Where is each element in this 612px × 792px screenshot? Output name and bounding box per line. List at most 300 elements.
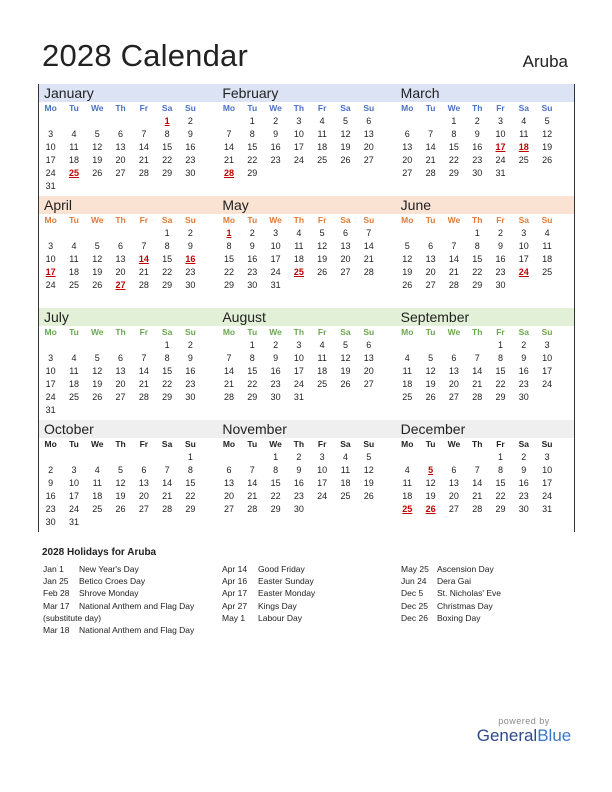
weekday-label: Su (541, 439, 553, 449)
week-row (39, 180, 217, 193)
empty-cell (86, 227, 109, 240)
day-cell: 28 (363, 267, 374, 277)
week-row (39, 154, 217, 167)
day-cell: 9 (296, 465, 302, 475)
holiday-item (43, 624, 194, 636)
month-december (396, 420, 574, 532)
day-cell: 24 (293, 155, 304, 165)
day-cell: 15 (495, 478, 506, 488)
day-cell: 19 (340, 142, 351, 152)
empty-cell (62, 227, 85, 240)
day-cell: 5 (404, 241, 410, 251)
weekday-label: We (447, 103, 461, 113)
day-cell: 4 (71, 129, 77, 139)
day-cell: 7 (141, 353, 147, 363)
day-cell: 21 (162, 491, 173, 501)
day-cell: 18 (402, 491, 413, 501)
month-october (39, 420, 217, 532)
weekday-label: Mo (44, 103, 57, 113)
empty-cell (86, 339, 109, 352)
day-cell: 5 (94, 353, 100, 363)
day-cell: 30 (495, 280, 506, 290)
day-cell: 5 (94, 129, 100, 139)
day-cell: 15 (495, 366, 506, 376)
day-cell: 8 (497, 353, 503, 363)
weekday-label: Su (184, 215, 196, 225)
day-cell: 21 (247, 491, 258, 501)
day-cell: 14 (425, 142, 436, 152)
day-cell: 29 (162, 280, 173, 290)
weekday-header (396, 214, 574, 227)
day-cell: 8 (226, 241, 232, 251)
day-cell: 9 (521, 465, 527, 475)
weekday-label: Tu (425, 439, 436, 449)
weekday-label: Tu (69, 439, 79, 449)
weekday-label: Tu (69, 103, 79, 113)
day-cell: 1 (451, 116, 457, 126)
day-cell: 20 (448, 491, 459, 501)
weekday-label: Sa (340, 439, 351, 449)
weekday-label: Mo (44, 215, 57, 225)
weekday-label: Su (541, 215, 553, 225)
weekday-label: Sa (340, 103, 351, 113)
weekday-label: Mo (44, 439, 57, 449)
day-cell: 6 (428, 241, 434, 251)
day-cell: 3 (48, 241, 54, 251)
day-cell: 31 (45, 405, 56, 415)
day-cell: 8 (187, 465, 193, 475)
week-row (396, 365, 574, 378)
holiday-name: Easter Monday (258, 588, 316, 599)
day-cell: 12 (402, 254, 413, 264)
day-cell: 8 (164, 129, 170, 139)
day-cell: 21 (472, 491, 483, 501)
holiday-name: St. Nicholas' Eve (437, 588, 501, 599)
week-row (396, 503, 574, 516)
month-name: February (217, 84, 395, 102)
day-cell: 26 (92, 168, 103, 178)
holiday-name: Easter Sunday (258, 576, 314, 587)
weekday-label: Fr (139, 327, 149, 337)
holiday-date: Mar 17 (43, 600, 70, 611)
weekday-label: Fr (317, 327, 327, 337)
day-cell: 4 (71, 353, 77, 363)
empty-cell (155, 451, 178, 464)
holiday-item (222, 600, 315, 612)
day-cell: 3 (544, 452, 550, 462)
day-cell: 28 (247, 504, 258, 514)
weekday-label: Sa (161, 439, 173, 449)
day-cell: 27 (340, 267, 351, 277)
day-cell: 30 (185, 168, 196, 178)
day-cell: 4 (521, 116, 527, 126)
day-cell: 26 (92, 280, 103, 290)
week-row (39, 503, 217, 516)
day-cell: 28 (472, 504, 483, 514)
day-cell: 26 (340, 155, 351, 165)
day-cell: 18 (317, 366, 328, 376)
weekday-label: Mo (401, 215, 414, 225)
week-row (39, 279, 217, 292)
holiday-date: Apr 27 (222, 600, 248, 611)
weekday-label: Tu (69, 215, 79, 225)
day-cell: 30 (518, 392, 529, 402)
weekday-label: Su (184, 327, 196, 337)
week-row (217, 227, 395, 240)
day-cell: 13 (448, 478, 459, 488)
day-cell: 23 (45, 504, 56, 514)
day-cell: 24 (45, 168, 56, 178)
day-cell: 29 (495, 392, 506, 402)
day-cell: 5 (366, 452, 372, 462)
day-cell: 10 (317, 465, 328, 475)
day-cell: 9 (187, 241, 193, 251)
day-cell: 5 (342, 116, 348, 126)
empty-cell (39, 339, 62, 352)
week-row (39, 128, 217, 141)
empty-cell (86, 451, 109, 464)
week-row (39, 477, 217, 490)
day-cell: 27 (115, 168, 126, 178)
weekday-label: We (90, 215, 104, 225)
weekday-label: Mo (401, 103, 414, 113)
day-cell: 14 (247, 478, 258, 488)
day-cell: 1 (497, 340, 503, 350)
holiday-item (43, 612, 194, 624)
month-name: May (217, 196, 395, 214)
month-april (39, 196, 217, 308)
week-row (396, 154, 574, 167)
day-cell: 2 (521, 452, 527, 462)
day-cell: 24 (542, 379, 553, 389)
weekday-label: Th (115, 439, 126, 449)
day-cell: 3 (296, 116, 302, 126)
weekday-label: Sa (340, 215, 351, 225)
day-cell: 30 (185, 392, 196, 402)
day-cell: 9 (273, 353, 279, 363)
day-cell: 11 (519, 129, 529, 139)
day-cell: 2 (497, 228, 503, 238)
day-cell: 14 (448, 254, 459, 264)
day-cell: 1 (164, 228, 170, 238)
holiday-item (401, 563, 501, 575)
day-cell: 23 (518, 491, 529, 501)
day-cell: 20 (448, 379, 459, 389)
day-cell: 19 (542, 142, 553, 152)
day-cell: 29 (247, 168, 258, 178)
day-cell: 11 (69, 142, 79, 152)
day-cell: 23 (185, 267, 196, 277)
month-september (396, 308, 574, 420)
day-cell: 17 (293, 142, 304, 152)
weekday-label: Su (541, 327, 553, 337)
holiday-name: Kings Day (258, 600, 297, 611)
day-cell: 24 (495, 155, 506, 165)
month-january (39, 84, 217, 196)
weekday-label: Th (293, 103, 305, 113)
day-cell: 12 (542, 129, 553, 139)
day-cell: 1 (249, 116, 255, 126)
holiday-item (401, 587, 501, 599)
week-row (217, 266, 395, 279)
empty-cell (62, 339, 85, 352)
day-cell: 23 (247, 267, 258, 277)
day-cell: 29 (270, 504, 281, 514)
empty-cell (217, 339, 240, 352)
day-cell: 5 (544, 116, 550, 126)
empty-cell (39, 451, 62, 464)
day-cell: 31 (293, 392, 304, 402)
day-cell: 24 (45, 280, 56, 290)
day-cell: 12 (425, 366, 436, 376)
day-cell: 7 (164, 465, 170, 475)
day-cell: 22 (270, 491, 281, 501)
month-february (217, 84, 395, 196)
day-cell: 3 (296, 340, 302, 350)
day-cell: 8 (497, 465, 503, 475)
day-cell: 10 (293, 129, 304, 139)
week-row (396, 339, 574, 352)
month-name: November (217, 420, 395, 438)
day-cell: 11 (317, 129, 327, 139)
day-cell: 20 (340, 254, 351, 264)
holiday-date: Apr 16 (222, 576, 248, 587)
week-row (217, 378, 395, 391)
day-cell: 7 (249, 465, 255, 475)
day-cell: 5 (319, 228, 325, 238)
day-cell: 24 (293, 379, 304, 389)
day-cell: 11 (92, 478, 102, 488)
weekday-header (39, 214, 217, 227)
day-cell: 6 (141, 465, 147, 475)
day-cell: 27 (402, 168, 413, 178)
holiday-column (43, 563, 194, 636)
day-cell: 28 (425, 168, 436, 178)
day-cell: 20 (363, 142, 374, 152)
day-cell: 15 (162, 142, 173, 152)
day-cell: 17 (542, 366, 553, 376)
weekday-label: Sa (518, 103, 529, 113)
day-cell: 21 (425, 155, 436, 165)
day-cell: 12 (92, 366, 103, 376)
day-cell: 7 (226, 129, 232, 139)
day-cell: 12 (317, 241, 328, 251)
day-cell: 18 (340, 478, 351, 488)
day-cell: 20 (115, 379, 126, 389)
day-cell: 18 (68, 379, 79, 389)
day-cell: 19 (317, 254, 328, 264)
weekday-header (39, 102, 217, 115)
brand-name-general: General (476, 726, 538, 745)
holiday-day: 5 (428, 465, 434, 475)
empty-cell (62, 451, 85, 464)
empty-cell (396, 115, 419, 128)
day-cell: 4 (71, 241, 77, 251)
day-cell: 11 (542, 241, 552, 251)
day-cell: 14 (223, 366, 234, 376)
day-cell: 21 (472, 379, 483, 389)
month-name: January (39, 84, 217, 102)
quarter-row (39, 420, 574, 532)
day-cell: 3 (48, 353, 54, 363)
day-cell: 4 (296, 228, 302, 238)
week-row (39, 227, 217, 240)
weekday-label: Th (293, 327, 305, 337)
weekday-label: Sa (161, 327, 173, 337)
week-row (39, 451, 217, 464)
brand-logo (474, 716, 574, 746)
day-cell: 23 (472, 155, 483, 165)
day-cell: 11 (340, 465, 351, 475)
day-cell: 22 (185, 491, 196, 501)
empty-cell (217, 115, 240, 128)
day-cell: 15 (162, 366, 173, 376)
month-name: June (396, 196, 574, 214)
week-row (396, 378, 574, 391)
day-cell: 8 (249, 129, 255, 139)
day-cell: 1 (273, 452, 279, 462)
day-cell: 22 (162, 379, 173, 389)
day-cell: 7 (428, 129, 434, 139)
day-cell: 17 (45, 379, 56, 389)
empty-cell (109, 115, 132, 128)
day-cell: 5 (118, 465, 124, 475)
weekday-label: Tu (425, 103, 436, 113)
day-cell: 27 (363, 155, 374, 165)
week-row (217, 115, 395, 128)
holiday-item (222, 612, 315, 624)
day-cell: 13 (115, 254, 126, 264)
day-cell: 21 (138, 379, 149, 389)
month-name: December (396, 420, 574, 438)
day-cell: 16 (472, 142, 483, 152)
day-cell: 17 (45, 155, 56, 165)
day-cell: 20 (363, 366, 374, 376)
month-july (39, 308, 217, 420)
day-cell: 3 (71, 465, 77, 475)
day-cell: 10 (68, 478, 79, 488)
quarter-row (39, 196, 574, 308)
day-cell: 7 (451, 241, 457, 251)
week-row (217, 503, 395, 516)
day-cell: 15 (247, 366, 258, 376)
brand-name (474, 726, 574, 746)
holiday-column (401, 563, 501, 624)
day-cell: 10 (270, 241, 281, 251)
weekday-label: Mo (401, 327, 414, 337)
day-cell: 4 (404, 465, 410, 475)
weekday-label: We (269, 215, 282, 225)
day-cell: 15 (185, 478, 196, 488)
day-cell: 26 (542, 155, 553, 165)
empty-cell (466, 451, 489, 464)
day-cell: 13 (402, 142, 413, 152)
day-cell: 1 (474, 228, 480, 238)
week-row (39, 391, 217, 404)
holiday-date: Dec 25 (401, 600, 428, 611)
day-cell: 22 (247, 155, 258, 165)
day-cell: 19 (425, 379, 436, 389)
weekday-header (396, 102, 574, 115)
day-cell: 6 (118, 241, 124, 251)
day-cell: 26 (115, 504, 126, 514)
weekday-label: Th (472, 327, 483, 337)
weekday-label: We (90, 103, 104, 113)
empty-cell (109, 339, 132, 352)
holiday-name: Betico Croes Day (79, 576, 146, 587)
weekday-header (39, 326, 217, 339)
day-cell: 18 (317, 142, 328, 152)
weekday-label: We (269, 327, 282, 337)
day-cell: 30 (293, 504, 304, 514)
weekday-label: Mo (222, 215, 236, 225)
week-row (39, 490, 217, 503)
day-cell: 28 (138, 392, 149, 402)
day-cell: 14 (138, 142, 149, 152)
empty-cell (132, 451, 155, 464)
day-cell: 6 (226, 465, 232, 475)
weekday-label: Sa (518, 327, 529, 337)
day-cell: 13 (363, 129, 374, 139)
weekday-label: Sa (161, 215, 173, 225)
day-cell: 21 (223, 379, 234, 389)
week-row (217, 365, 395, 378)
day-cell: 17 (518, 254, 529, 264)
week-row (39, 115, 217, 128)
week-row (396, 477, 574, 490)
weekday-header (39, 438, 217, 451)
day-cell: 14 (223, 142, 234, 152)
day-cell: 23 (270, 155, 281, 165)
empty-cell (442, 451, 465, 464)
day-cell: 26 (340, 379, 351, 389)
day-cell: 22 (162, 267, 173, 277)
day-cell: 19 (92, 155, 103, 165)
day-cell: 10 (495, 129, 506, 139)
day-cell: 16 (45, 491, 56, 501)
day-cell: 13 (340, 241, 351, 251)
day-cell: 1 (164, 340, 170, 350)
weekday-label: We (269, 103, 282, 113)
weekday-label: We (90, 327, 104, 337)
day-cell: 7 (141, 129, 147, 139)
day-cell: 21 (138, 267, 149, 277)
day-cell: 31 (495, 168, 506, 178)
quarter-row (39, 84, 574, 196)
day-cell: 20 (402, 155, 413, 165)
day-cell: 16 (270, 366, 281, 376)
weekday-label: Tu (247, 327, 258, 337)
day-cell: 20 (425, 267, 436, 277)
month-name: March (396, 84, 574, 102)
holiday-date: Jun 24 (401, 576, 427, 587)
empty-cell (39, 115, 62, 128)
day-cell: 17 (542, 478, 553, 488)
day-cell: 13 (363, 353, 374, 363)
month-march (396, 84, 574, 196)
day-cell: 16 (270, 142, 281, 152)
day-cell: 7 (474, 465, 480, 475)
day-cell: 15 (162, 254, 173, 264)
weekday-label: Fr (139, 439, 149, 449)
day-cell: 25 (317, 155, 328, 165)
holiday-column (222, 563, 315, 624)
holiday-name: Ascension Day (437, 564, 494, 574)
day-cell: 22 (223, 267, 234, 277)
weekday-label: Su (184, 103, 196, 113)
day-cell: 18 (542, 254, 553, 264)
week-row (396, 115, 574, 128)
